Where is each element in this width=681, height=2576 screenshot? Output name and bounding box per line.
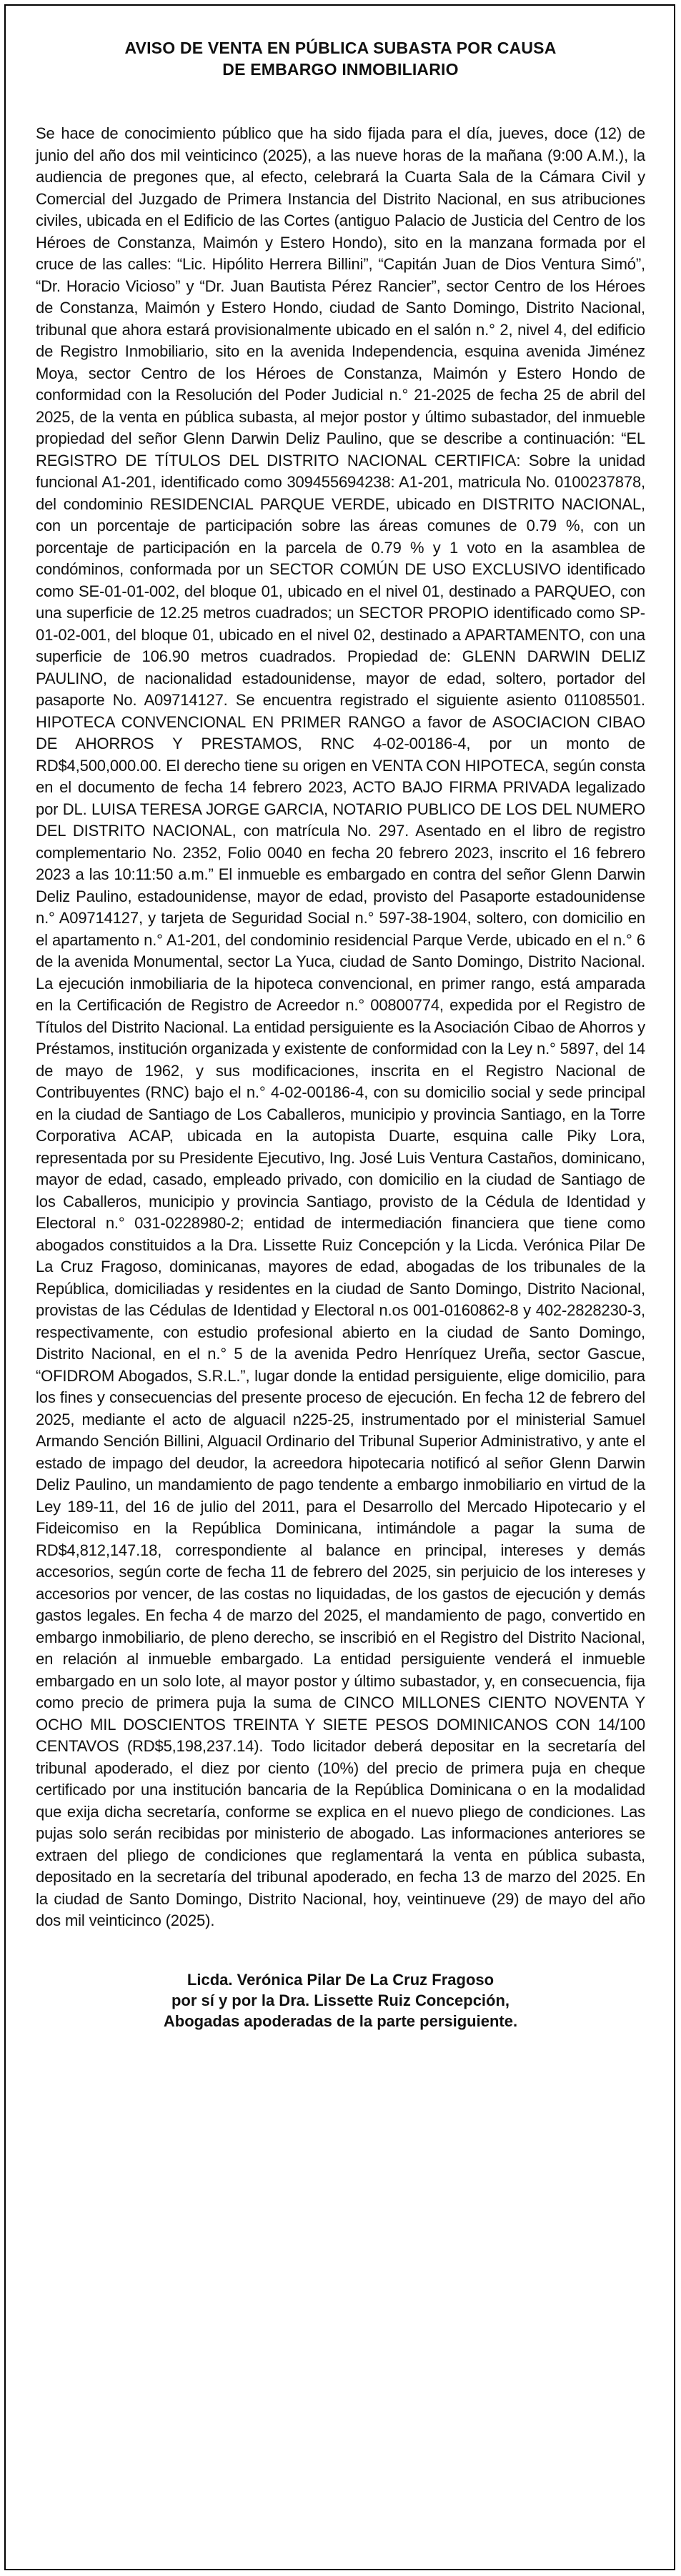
notice-title (36, 37, 645, 80)
legal-notice (4, 4, 675, 2570)
signature-line-2: por sí y por la Dra. Lissette Ruiz Concepción, (171, 1991, 510, 2009)
signature-line-1: Licda. Verónica Pilar De La Cruz Fragoso (187, 1970, 494, 1989)
notice-title-line-1: AVISO DE VENTA EN PÚBLICA SUBASTA POR CAUSA (124, 39, 557, 57)
notice-body: Se hace de conocimiento público que ha sido fijada para el día, jueves, doce (12) de junio del año dos mil veinticinco (2025), a las nueve horas de la mañana (9:00 A.M.), la audiencia de pregones que, al efecto, celebrará la Cuarta Sala de la Cámara Civil y Comercial del Juzgado de Primera Instancia del Distrito Nacional, en sus atribuciones civiles, ubicada en el Edificio de las Cortes (antiguo Palacio de Justicia del Centro de los Héroes de Constanza, Maimón y Estero Hondo), sito en la manzana formada por el cruce de las calles: “Lic. Hipólito Herrera Billini”, “Capitán Juan de Dios Ventura Simó”, “Dr. Horacio Vicioso” y “Dr. Juan Bautista Pérez Rancier”, sector Centro de los Héroes de Constanza, Maimón y Estero Hondo, ciudad de Santo Domingo, Distrito Nacional, tribunal que ahora estará provisionalmente ubicado en el salón n.° 2, nivel 4, del edificio de Registro Inmobiliario, sito en la avenida Independencia, esquina avenida Jiménez Moya, sector Centro de los Héroes de Constanza, Maimón y Estero Hondo de conformidad con la Resolución del Poder Judicial n.° 21-2025 de fecha 25 de abril del 2025, de la venta en pública subasta, al mejor postor y último subastador, del inmueble propiedad del señor Glenn Darwin Deliz Paulino, que se describe a continuación: “EL REGISTRO DE TÍTULOS DEL DISTRITO NACIONAL CERTIFICA: Sobre la unidad funcional A1-201, identificado como 309455694238: A1-201, matricula No. 0100237878, del condominio RESIDENCIAL PARQUE VERDE, ubicado en DISTRITO NACIONAL, con un porcentaje de participación sobre las áreas comunes de 0.79 %, con un porcentaje de participación en la parcela de 0.79 % y 1 voto en la asamblea de condóminos, conformada por un SECTOR COMÚN DE USO EXCLUSIVO identificado como SE-01-01-002, del bloque 01, ubicado en el nivel 01, destinado a PARQUEO, con una superficie de 12.25 metros cuadrados; un SECTOR PROPIO identificado como SP-01-02-001, del bloque 01, ubicado en el nivel 02, destinado a APARTAMENTO, con una superficie de 106.90 metros cuadrados. Propiedad de: GLENN DARWIN DELIZ PAULINO, de nacionalidad estadounidense, mayor de edad, soltero, portador del pasaporte No. A09714127. Se encuentra registrado el siguiente asiento 011085501. HIPOTECA CONVENCIONAL EN PRIMER RANGO a favor de ASOCIACION CIBAO DE AHORROS Y PRESTAMOS, RNC 4-02-00186-4, por un monto de RD$4,500,000.00. El derecho tiene su origen en VENTA CON HIPOTECA, según consta en el documento de fecha 14 febrero 2023, ACTO BAJO FIRMA PRIVADA legalizado por DL. LUISA TERESA JORGE GARCIA, NOTARIO PUBLICO DE LOS DEL NUMERO DEL DISTRITO NACIONAL, con matrícula No. 297. Asentado en el libro de registro complementario No. 2352, Folio 0040 en fecha 20 febrero 2023, inscrito el 16 febrero 2023 a las 10:11:50 a.m.” El inmueble es embargado en contra del señor Glenn Darwin Deliz Paulino, estadounidense, mayor de edad, provisto del Pasaporte estadounidense n.° A09714127, y tarjeta de Seguridad Social n.° 597-38-1904, soltero, con domicilio en el apartamento n.° A1-201, del condominio residencial Parque Verde, ubicado en el n.° 6 de la avenida Monumental, sector La Yuca, ciudad de Santo Domingo, Distrito Nacional. La ejecución inmobiliaria de la hipoteca convencional, en primer rango, está amparada en la Certificación de Registro de Acreedor n.° 00800774, expedida por el Registro de Títulos del Distrito Nacional. La entidad persiguiente es la Asociación Cibao de Ahorros y Préstamos, institución organizada y existente de conformidad con la Ley n.° 5897, del 14 de mayo de 1962, y sus modificaciones, inscrita en el Registro Nacional de Contribuyentes (RNC) bajo el n.° 4-02-00186-4, con su domicilio social y sede principal en la ciudad de Santiago de Los Caballeros, municipio y provincia Santiago, en la Torre Corporativa ACAP, ubicada en la autopista Duarte, esquina calle Piky Lora, representada por su Presidente Ejecutivo, Ing. José Luis Ventura Castaños, dominicano, mayor de edad, casado, empleado privado, con domicilio en la ciudad de Santiago de los Caballeros, municipio y provincia Santiago, provisto de la Cédula de Identidad y Electoral n.° 031-0228980-2; entidad de intermediación financiera que tiene como abogados constituidos a la Dra. Lissette Ruiz Concepción y la Licda. Verónica Pilar De La Cruz Fragoso, dominicanas, mayores de edad, abogadas de los tribunales de la República, domiciliadas y residentes en la ciudad de Santo Domingo, Distrito Nacional, provistas de las Cédulas de Identidad y Electoral n.os 001-0160862-8 y 402-2828230-3, respectivamente, con estudio profesional abierto en la ciudad de Santo Domingo, Distrito Nacional, en el n.° 5 de la avenida Pedro Henríquez Ureña, sector Gascue, “OFIDROM Abogados, S.R.L.”, lugar donde la entidad persiguiente, elige domicilio, para los fines y consecuencias del presente proceso de ejecución. En fecha 12 de febrero del 2025, mediante el acto de alguacil n225-25, instrumentado por el ministerial Samuel Armando Sención Billini, Alguacil Ordinario del Tribunal Superior Administrativo, y ante el estado de impago del deudor, la acreedora hipotecaria notificó al señor Glenn Darwin Deliz Paulino, un mandamiento de pago tendente a embargo inmobiliario en virtud de la Ley 189-11, del 16 de julio del 2011, para el Desarrollo del Mercado Hipotecario y el Fideicomiso en la República Dominicana, intimándole a pagar la suma de RD$4,812,147.18, correspondiente al balance en principal, intereses y demás accesorios, según corte de fecha 11 de febrero del 2025, sin perjuicio de los intereses y accesorios por vencer, de las costas no liquidadas, de los gastos de ejecución y demás gastos legales. En fecha 4 de marzo del 2025, el mandamiento de pago, convertido en embargo inmobiliario, de pleno derecho, se inscribió en el Registro del Distrito Nacional, en relación al inmueble embargado. La entidad persiguiente venderá el inmueble embargado en un solo lote, al mayor postor y último subastador, y, en consecuencia, fija como precio de primera puja la suma de CINCO MILLONES CIENTO NOVENTA Y OCHO MIL DOSCIENTOS TREINTA Y SIETE PESOS DOMINICANOS CON 14/100 CENTAVOS (RD$5,198,237.14). Todo licitador deberá depositar en la secretaría del tribunal apoderado, el diez por ciento (10%) del precio de primera puja en cheque certificado por una institución bancaria de la República Dominicana o en la modalidad que exija dicha secretaría, conforme se explica en el nuevo pliego de condiciones. Las pujas solo serán recibidas por ministerio de abogado. Las informaciones anteriores se extraen del pliego de condiciones que reglamentará la venta en pública subasta, depositado en la secretaría del tribunal apoderado, en fecha 13 de marzo del 2025. En la ciudad de Santo Domingo, Distrito Nacional, hoy, veintinueve (29) de mayo del año dos mil veinticinco (2025). (36, 124, 645, 1929)
signature-line-3: Abogadas apoderadas de la parte persiguiente. (163, 2011, 518, 2030)
notice-title-line-2: DE EMBARGO INMOBILIARIO (222, 60, 459, 79)
signature-block (36, 1969, 645, 2032)
